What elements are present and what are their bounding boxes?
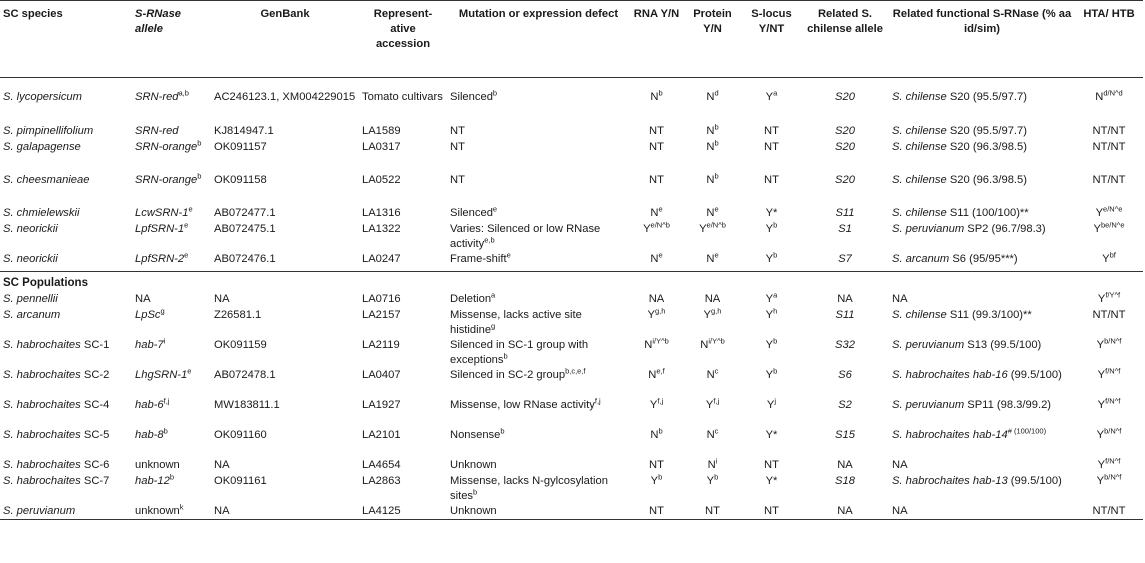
cell-related-srnase: NA <box>892 458 908 471</box>
cell-related-srnase: S. arcanum S6 (95/95***) <box>892 252 1018 265</box>
cell-genbank: Z26581.1 <box>214 308 262 321</box>
cell-allele: LhgSRN-1e <box>135 365 192 381</box>
cell-hta-htb: NT/NT <box>1092 308 1126 321</box>
cell-related-srnase: S. peruvianum SP2 (96.7/98.3) <box>892 222 1046 235</box>
cell-protein: Y$^{f,j}$ <box>705 395 720 411</box>
cell-mutation: Nonsense$^b$ <box>450 425 505 441</box>
cell-related-allele: NA <box>837 458 853 471</box>
cell-species: S. pennellii <box>3 292 58 305</box>
cell-hta-htb: NT/NT <box>1092 173 1126 186</box>
cell-species: S. peruvianum <box>0 504 132 520</box>
cell-related-srnase: S. peruvianum SP11 (98.3/99.2) <box>892 398 1052 411</box>
cell-related-srnase: S. chilense S20 (95.5/97.7) <box>892 124 1027 137</box>
cell-protein: $N^b$ <box>706 137 719 153</box>
cell-species: S. habrochaites SC-6 <box>3 458 110 471</box>
cell-hta-htb: $Y^{e/N\^{}e}$ <box>1095 203 1123 219</box>
cell-allele: hab-12$^b$ <box>135 471 175 487</box>
cell-genbank: AB072475.1 <box>214 222 276 235</box>
cell-species: S. neorickii <box>3 222 58 235</box>
cell-rna: NT <box>649 458 664 471</box>
cell-slocus: NT <box>764 124 779 137</box>
cell-hta-htb: NT/NT <box>1092 140 1126 153</box>
table-row <box>0 206 1143 222</box>
cell-accession: LA0407 <box>362 368 401 381</box>
cell-accession: Tomato cultivars <box>362 91 443 103</box>
cell-mutation: Frame-shift$^e$ <box>450 249 511 265</box>
cell-related-allele: S11 <box>835 308 855 321</box>
cell-related-srnase: S. habrochaites hab-16 (99.5/100) <box>892 368 1062 381</box>
cell-related-srnase: S. peruvianum S13 (99.5/100) <box>892 338 1042 351</box>
cell-accession: LA0247 <box>362 252 401 265</box>
cell-accession: LA1322 <box>362 222 401 235</box>
cell-mutation: Varies: Silenced or low RNase activity$^{e,b}$ <box>450 222 601 250</box>
cell-genbank: AB072478.1 <box>214 368 276 381</box>
cell-species: S. habrochaites SC-7 <box>3 474 110 487</box>
table-row <box>0 292 1143 308</box>
cell-species: S. cheesmanieae <box>3 173 90 186</box>
cell-species: S. neorickii <box>3 252 58 265</box>
col-header-sc-species: SC species <box>0 1 132 78</box>
cell-accession: LA2863 <box>362 474 401 487</box>
cell-related-allele: S20 <box>835 173 855 186</box>
table-row <box>0 368 1143 398</box>
cell-hta-htb: $Y^{f/N\^{}f}$ <box>1097 365 1121 381</box>
cell-hta-htb: $Y^{f/N\^{}f}$ <box>1097 455 1121 471</box>
cell-genbank: AB072477.1 <box>214 206 276 219</box>
cell-related-srnase: S. habrochaites hab-$14^{\# (100/100)}$ <box>892 425 1047 441</box>
cell-mutation: Silenced in SC-2 group$^{b,c,e,f}$ <box>450 365 586 381</box>
cell-hta-htb: NT/NT <box>1075 504 1143 520</box>
cell-related-allele: S6 <box>838 368 852 381</box>
cell-mutation: Missense, low RNase activity$^{f,j}$ <box>450 395 601 411</box>
cell-related-srnase: S. habrochaites hab-13 (99.5/100) <box>892 474 1062 487</box>
cell-mutation: Missense, lacks active site histidine$^g$ <box>450 308 582 336</box>
cell-genbank: NA <box>211 504 359 520</box>
cell-protein: $Y^b$ <box>706 471 719 487</box>
cell-protein: NA <box>704 292 721 305</box>
cell-hta-htb: $Y^{b/N\^{}f}$ <box>1096 471 1122 487</box>
cell-mutation: Silenced$^e$ <box>450 203 498 219</box>
cell-mutation: Silenced in SC-1 group with exceptions$^b$ <box>450 338 589 366</box>
cell-hta-htb: $Y^{be/N\^{}e}$ <box>1093 219 1125 235</box>
cell-genbank: KJ814947.1 <box>214 124 274 137</box>
cell-mutation: Silenced$^b$ <box>450 88 498 103</box>
cell-slocus: $Y^b$ <box>765 335 778 351</box>
cell-hta-htb: $Y^{bf}$ <box>1102 249 1116 265</box>
table-row <box>0 428 1143 458</box>
cell-allele: LpfSRN-2e <box>135 249 189 265</box>
section-header-row <box>0 272 1143 292</box>
cell-genbank: OK091161 <box>214 474 267 487</box>
col-header-related-allele: Related S. chilense allele <box>801 1 889 78</box>
cell-slocus: $Y^a$ <box>765 88 778 103</box>
cell-species: S. habrochaites SC-2 <box>3 368 110 381</box>
table-row <box>0 78 1143 124</box>
cell-genbank: OK091158 <box>214 173 267 186</box>
cell-hta-htb: $Y^{b/N\^{}f}$ <box>1096 335 1122 351</box>
col-header-genbank: GenBank <box>211 1 359 78</box>
cell-species: S. habrochaites SC-4 <box>3 398 110 411</box>
cell-related-allele: NA <box>837 292 853 305</box>
col-header-hta-htb: HTA/ HTB <box>1075 1 1143 78</box>
cell-related-srnase: S. chilense S20 (95.5/97.7) <box>892 91 1027 103</box>
col-header-related-srnase: Related functional S-RNase (% aa id/sim) <box>889 1 1075 78</box>
cell-hta-htb: $Y^{b/N\^{}f}$ <box>1096 425 1122 441</box>
section-title: SC Populations <box>0 272 1143 292</box>
cell-related-allele: S20 <box>835 91 855 103</box>
table-row <box>0 124 1143 140</box>
cell-slocus: $Y^h$ <box>765 305 778 321</box>
table-row <box>0 222 1143 252</box>
cell-slocus: Y* <box>765 428 778 441</box>
cell-allele: SRN-red$^{a,b}$ <box>135 88 189 103</box>
cell-mutation: Deletion$^a$ <box>450 289 496 305</box>
cell-slocus: $Y^b$ <box>765 249 778 265</box>
col-header-rna: RNA Y/N <box>630 1 683 78</box>
cell-related-srnase: S. chilense S11 (100/100)** <box>892 206 1029 219</box>
cell-related-srnase: S. chilense S11 (99.3/100)** <box>892 308 1032 321</box>
cell-hta-htb: $Y^{f/N\^{}f}$ <box>1097 395 1121 411</box>
cell-slocus: Y* <box>765 206 778 219</box>
cell-related-allele: S1 <box>838 222 852 235</box>
cell-hta-htb: $Y^{f/Y\^{}f}$ <box>1097 289 1121 305</box>
cell-related-allele: S15 <box>835 428 855 441</box>
cell-rna: $N^e$ <box>650 203 663 219</box>
cell-protein: $Y^{e/N\^{}b}$ <box>699 219 726 235</box>
cell-hta-htb: NT/NT <box>1092 124 1126 137</box>
cell-rna: NT <box>649 173 664 186</box>
cell-accession: LA0317 <box>362 140 401 153</box>
cell-allele: unknown <box>135 458 180 471</box>
cell-accession: LA2157 <box>362 308 401 321</box>
table-row <box>0 308 1143 338</box>
cell-species: S. chmielewskii <box>3 206 80 219</box>
cell-related-allele: S7 <box>838 252 852 265</box>
cell-related-srnase: S. chilense S20 (96.3/98.5) <box>892 173 1027 186</box>
table-row <box>0 173 1143 206</box>
table-row <box>0 252 1143 271</box>
cell-rna: $Y^{e/N\^{}b}$ <box>643 219 670 235</box>
table-row <box>0 338 1143 368</box>
cell-accession: LA4125 <box>359 504 447 520</box>
cell-genbank: AB072476.1 <box>214 252 276 265</box>
cell-related-allele: S32 <box>835 338 855 351</box>
col-header-accession: Represent-ative accession <box>359 1 447 78</box>
cell-mutation: NT <box>450 124 465 137</box>
cell-accession: LA1316 <box>362 206 401 219</box>
col-header-srnase-allele: S-RNase allele <box>132 1 211 78</box>
cell-mutation: Unknown <box>447 504 630 520</box>
cell-mutation: NT <box>450 140 465 153</box>
col-header-slocus: S-locus Y/NT <box>742 1 801 78</box>
cell-protein: $N^b$ <box>706 121 719 137</box>
cell-slocus: Y* <box>765 474 778 487</box>
cell-species: S. lycopersicum <box>3 91 82 103</box>
cell-genbank: OK091157 <box>214 140 267 153</box>
cell-protein: NT <box>683 504 742 520</box>
cell-slocus: NT <box>764 173 779 186</box>
cell-rna: Y$^{g,h}$ <box>647 305 666 321</box>
cell-genbank: AC246123.1, XM004229015 <box>214 91 356 103</box>
cell-species: S. habrochaites SC-5 <box>3 428 110 441</box>
cell-allele: LcwSRN-1e <box>135 203 193 219</box>
cell-related-srnase: S. chilense S20 (96.3/98.5) <box>892 140 1027 153</box>
cell-rna: NA <box>648 292 665 305</box>
cell-rna: $N^b$ <box>650 425 663 441</box>
cell-slocus: $Y^a$ <box>765 289 778 305</box>
cell-protein: $N^e$ <box>706 203 719 219</box>
cell-rna: NT <box>630 504 683 520</box>
cell-related-allele: NA <box>801 504 889 520</box>
cell-related-srnase: NA <box>892 292 908 305</box>
cell-allele: hab-6$^{f,j}$ <box>135 395 170 411</box>
cell-related-allele: S2 <box>838 398 852 411</box>
cell-slocus: $Y^b$ <box>765 365 778 381</box>
cell-protein: Y$^{g,h}$ <box>703 305 722 321</box>
table-row <box>0 140 1143 173</box>
cell-protein: $N^d$ <box>706 88 719 103</box>
cell-hta-htb: $N^{d/N\^{}d}$ <box>1095 88 1123 103</box>
cell-protein: $N^{i/Y\^{}b}$ <box>700 335 725 351</box>
cell-related-allele: S20 <box>835 140 855 153</box>
cell-accession: LA1927 <box>362 398 401 411</box>
cell-protein: $N^e$ <box>706 249 719 265</box>
cell-rna: $N^e$ <box>650 249 663 265</box>
cell-allele: hab-7$^i$ <box>135 335 166 351</box>
cell-slocus: $Y^j$ <box>766 395 777 411</box>
cell-species: S. pimpinellifolium <box>3 124 94 137</box>
cell-rna: N$^{e,f}$ <box>648 365 665 381</box>
cell-rna: $Y^b$ <box>650 471 663 487</box>
cell-rna: Y$^{f,j}$ <box>649 395 664 411</box>
cell-related-allele: S18 <box>835 474 855 487</box>
cell-slocus: NT <box>742 504 801 520</box>
header-row <box>0 1 1143 78</box>
cell-genbank: MW183811.1 <box>214 398 280 411</box>
cell-genbank: NA <box>214 292 230 305</box>
cell-allele: SRN-red <box>135 124 179 137</box>
cell-accession: LA0716 <box>362 292 401 305</box>
table-row <box>0 504 1143 520</box>
cell-slocus: NT <box>764 458 779 471</box>
cell-allele: LpSc$^g$ <box>135 305 165 321</box>
cell-allele: hab-8$^b$ <box>135 425 168 441</box>
cell-slocus: $Y^b$ <box>765 219 778 235</box>
cell-accession: LA0522 <box>362 173 401 186</box>
col-header-protein: Protein Y/N <box>683 1 742 78</box>
cell-protein: $N^i$ <box>707 455 718 471</box>
cell-accession: LA2101 <box>362 428 401 441</box>
cell-protein: $N^c$ <box>706 425 719 441</box>
cell-genbank: NA <box>214 458 230 471</box>
cell-related-allele: S20 <box>835 124 855 137</box>
cell-accession: LA1589 <box>362 124 401 137</box>
cell-accession: LA4654 <box>362 458 401 471</box>
cell-genbank: OK091159 <box>214 338 267 351</box>
cell-protein: $N^c$ <box>706 365 719 381</box>
cell-rna: $N^b$ <box>650 88 663 103</box>
cell-allele: unknown$^k$ <box>132 504 211 520</box>
cell-allele: SRN-orange$^b$ <box>135 170 202 186</box>
cell-mutation: NT <box>450 173 465 186</box>
cell-species: S. habrochaites SC-1 <box>3 338 110 351</box>
cell-protein: $N^b$ <box>706 170 719 186</box>
cell-species: S. galapagense <box>3 140 81 153</box>
cell-slocus: NT <box>764 140 779 153</box>
table-row <box>0 474 1143 504</box>
table-row <box>0 398 1143 428</box>
cell-rna: NT <box>649 140 664 153</box>
cell-allele: LpfSRN-1e <box>135 219 189 235</box>
cell-rna: $N^{i/Y\^{}b}$ <box>644 335 669 351</box>
cell-allele: NA <box>135 292 151 305</box>
cell-mutation: Unknown <box>450 458 497 471</box>
cell-mutation: Missense, lacks N-gylcosylation sites$^b$ <box>450 474 608 502</box>
cell-related-allele: S11 <box>835 206 855 219</box>
cell-related-srnase: NA <box>889 504 1075 520</box>
col-header-mutation: Mutation or expression defect <box>447 1 630 78</box>
cell-accession: LA2119 <box>362 338 400 351</box>
cell-species: S. arcanum <box>3 308 61 321</box>
cell-allele: SRN-orange$^b$ <box>135 137 202 153</box>
cell-rna: NT <box>649 124 664 137</box>
cell-genbank: OK091160 <box>214 428 267 441</box>
